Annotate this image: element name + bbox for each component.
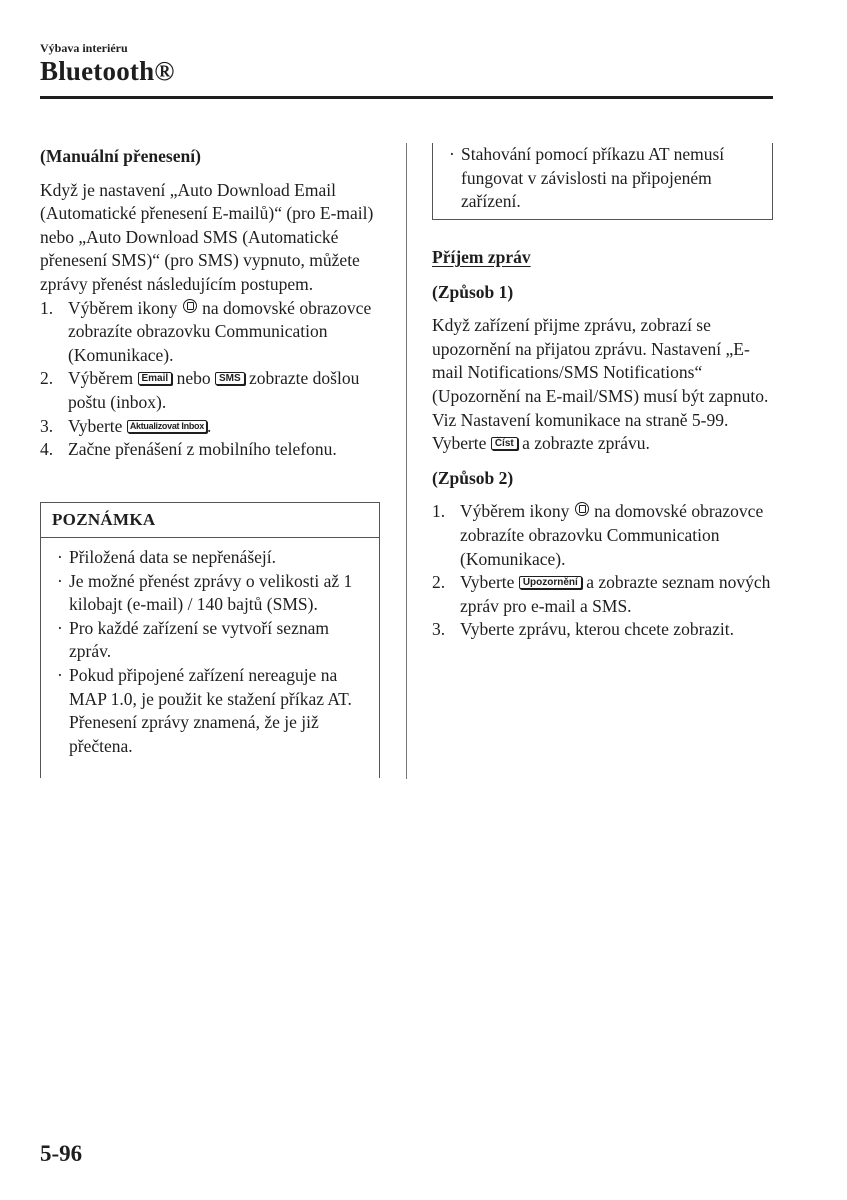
step-number: 3.: [40, 415, 54, 436]
list-item: [432, 618, 777, 642]
method-2-heading: (Způsob 2): [432, 467, 514, 488]
update-inbox-button[interactable]: Aktualizovat Inbox: [127, 420, 207, 433]
list-item: · Pro každé zařízení se vytvoří seznam zpráv.: [57, 617, 329, 662]
step-text: .: [206, 415, 212, 436]
page-title: Bluetooth®: [40, 56, 175, 86]
note-bullet-text: Přiložená data se nepřenášejí.: [69, 547, 276, 567]
step-number: 3.: [432, 619, 446, 640]
communication-icon: [183, 299, 197, 313]
email-button[interactable]: Email: [138, 372, 173, 385]
list-item: · Je možné přenést zprávy o velikosti až 1 kilobajt (e-mail) / 140 bajtů (SMS).: [57, 570, 353, 615]
step-text: Výběrem: [68, 368, 134, 389]
sms-button[interactable]: SMS: [215, 372, 245, 385]
step-text: Výběrem ikony: [68, 297, 178, 318]
list-item: [40, 367, 385, 414]
communication-icon: [575, 502, 589, 516]
read-button[interactable]: Číst: [491, 437, 518, 450]
step-number: 1.: [432, 501, 446, 522]
step-text: Výběrem ikony: [460, 501, 570, 522]
note-box-continued: [432, 143, 773, 220]
method-1-heading: (Způsob 1): [432, 281, 514, 302]
step-number: 2.: [432, 572, 446, 593]
list-item: [432, 500, 777, 571]
step-text: Vyberte: [68, 415, 123, 436]
page-number: 5-96: [40, 1141, 83, 1166]
step-text: Začne přenášení z mobilního telefonu.: [68, 439, 337, 460]
manual-transfer-heading: (Manuální přenesení): [40, 146, 201, 166]
title-rule: [40, 96, 773, 99]
method-2-steps-list: [432, 500, 777, 642]
step-text: zobrazte došlou poštu (inbox).: [68, 368, 360, 412]
list-item: [432, 571, 777, 618]
notifications-button[interactable]: Upozornění: [519, 576, 582, 589]
receive-messages-heading: Příjem zpráv: [432, 247, 531, 267]
note-bullet-text: Je možné přenést zprávy o velikosti až 1 kilobajt (e-mail) / 140 bajtů (SMS).: [69, 570, 353, 615]
note-bullet-text: Pro každé zařízení se vytvoří seznam zpráv.: [69, 617, 329, 662]
step-number: 4.: [40, 439, 54, 460]
method-1-reference: Viz Nastavení komunikace na straně 5-99.: [432, 409, 729, 430]
step-text: Vyberte: [460, 572, 515, 593]
manual-steps-list: [40, 297, 385, 462]
step-text: Vyberte zprávu, kterou chcete zobrazit.: [460, 619, 735, 640]
column-divider: [406, 143, 407, 779]
note-bullets: [57, 546, 371, 758]
note-bullet-text: Stahování pomocí příkazu AT nemusí fungovat v závislosti na připojeném zařízení.: [461, 144, 725, 212]
manual-intro-text: Když je nastavení „Auto Download Email (Automatické přenesení E-mailů)“ (pro E-mail) nebo „Auto Download SMS (Automatické přenesení SMS)“ (pro SMS) vypnuto, můžete zprávy přenést následujícím postupem.: [40, 179, 374, 294]
right-column: [432, 246, 777, 642]
step-text: a zobrazte seznam nových zpráv pro e-mail a SMS.: [460, 572, 771, 616]
list-item: [40, 415, 385, 439]
section-label: Výbava interiéru: [40, 41, 128, 55]
list-item: · Přiložená data se nepřenášejí.: [57, 547, 276, 567]
note-box: [40, 502, 380, 778]
step-text: na domovské obrazovce zobrazíte obrazovku Communication (Komunikace).: [460, 501, 764, 569]
step-number: 2.: [40, 368, 54, 389]
note-bullet-text: Pokud připojené zařízení nereaguje na MAP 1.0, je použit ke stažení příkaz AT. Přenesení zprávy znamená, že je již přečtena.: [69, 664, 352, 756]
step-text: nebo: [176, 368, 211, 389]
note-title: POZNÁMKA: [41, 503, 379, 538]
method-1-select: Vyberte Číst a zobrazte zprávu.: [432, 433, 650, 454]
step-number: 1.: [40, 297, 54, 318]
list-item: · Stahování pomocí příkazu AT nemusí fungovat v závislosti na připojeném zařízení.: [449, 144, 725, 212]
list-item: [40, 297, 385, 368]
list-item: [40, 438, 385, 462]
method-1-text: Když zařízení přijme zprávu, zobrazí se upozornění na přijatou zprávu. Nastavení „E-mail Notifications/SMS Notifications“ (Upozornění na E-mail/SMS) musí být zapnuto.: [432, 315, 769, 406]
list-item: · Pokud připojené zařízení nereaguje na MAP 1.0, je použit ke stažení příkaz AT. Přenesení zprávy znamená, že je již přečtena.: [57, 664, 352, 756]
left-column: [40, 143, 385, 462]
step-text: na domovské obrazovce zobrazíte obrazovku Communication (Komunikace).: [68, 297, 372, 365]
